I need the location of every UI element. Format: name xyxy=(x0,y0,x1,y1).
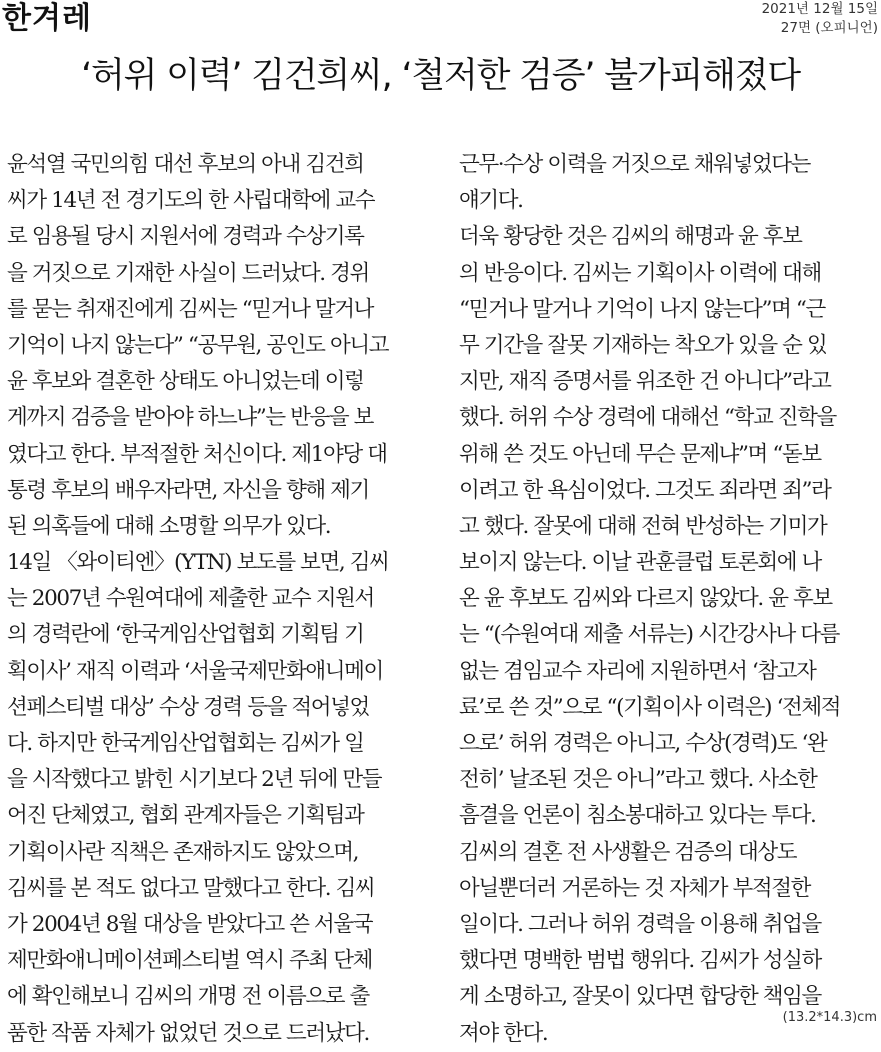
page-section: 27면 (오피니언) xyxy=(780,20,878,36)
article-line: 을 거짓으로 기재한 사실이 드러났다. 경위 xyxy=(7,260,369,286)
article-line: 일이다. 그러나 허위 경력을 이용해 취업을 xyxy=(459,911,821,937)
article-column-left xyxy=(7,147,427,1052)
article-line: 획이사’ 재직 이력과 ‘서울국제만화애니메이 xyxy=(7,658,383,684)
article-line: 고 했다. 잘못에 대해 전혀 반성하는 기미가 xyxy=(459,513,827,539)
article-line: 으로’ 허위 경력은 아니고, 수상(경력)도 ‘완 xyxy=(459,731,827,756)
article-line: 로 임용될 당시 지원서에 경력과 수상기록 xyxy=(7,224,364,250)
article-line: 통령 후보의 배우자라면, 자신을 향해 제기 xyxy=(7,477,369,503)
article-line: 위해 쓴 것도 아닌데 무슨 문제냐”며 “돋보 xyxy=(459,441,821,467)
article-line: 김씨를 본 적도 없다고 말했다고 한다. 김씨 xyxy=(7,875,375,901)
article-line: 더욱 황당한 것은 김씨의 해명과 윤 후보 xyxy=(459,224,802,250)
article-line: 얘기다. xyxy=(459,188,523,214)
article-line: 을 시작했다고 밝힌 시기보다 2년 뒤에 만들 xyxy=(7,767,382,793)
article-line: 에 확인해보니 김씨의 개명 전 이름으로 출 xyxy=(7,984,369,1010)
article-line: 무 기간을 잘못 기재하는 착오가 있을 순 있 xyxy=(459,332,827,358)
article-line: 료’로 쓴 것”으로 “(기획이사 이력은) ‘전체적 xyxy=(459,694,841,720)
publication-info xyxy=(762,0,878,38)
article-line: 없는 겸임교수 자리에 지원하면서 ‘참고자 xyxy=(459,658,816,684)
article-line: 이려고 한 욕심이었다. 그것도 죄라면 죄”라 xyxy=(459,477,831,503)
article-line: 씨가 14년 전 경기도의 한 사립대학에 교수 xyxy=(7,188,375,214)
article-line: 는 2007년 수원여대에 제출한 교수 지원서 xyxy=(7,586,374,612)
article-line: 게까지 검증을 받아야 하느냐”는 반응을 보 xyxy=(7,405,374,431)
article-line: 14일 〈와이티엔〉(YTN) 보도를 보면, 김씨 xyxy=(7,550,389,576)
article-line: 윤석열 국민의힘 대선 후보의 아내 김건희 xyxy=(7,152,364,177)
article-line: 보이지 않는다. 이날 관훈클럽 토론회에 나 xyxy=(459,550,821,576)
article-line: 기억이 나지 않는다” “공무원, 공인도 아니고 xyxy=(7,332,389,358)
size-footnote: (13.2*14.3)cm xyxy=(782,1010,877,1025)
article-line: 였다고 한다. 부적절한 처신이다. 제1야당 대 xyxy=(7,441,387,467)
article-line: 김씨의 결혼 전 사생활은 검증의 대상도 xyxy=(459,839,797,865)
article-line: 했다. 허위 수상 경력에 대해선 “학교 진학을 xyxy=(459,405,836,431)
article-column-right xyxy=(459,147,877,1052)
publication-date: 2021년 12월 15일 xyxy=(761,1,878,17)
article-line: 근무·수상 이력을 거짓으로 채워넣었다는 xyxy=(459,152,811,177)
article-line: 가 2004년 8월 대상을 받았다고 쓴 서울국 xyxy=(7,911,373,937)
headline: ‘허위 이력’ 김건희씨, ‘철저한 검증’ 불가피해졌다 xyxy=(81,56,800,96)
article-line: 어진 단체였고, 협회 관계자들은 기획팀과 xyxy=(7,803,364,829)
article-line: 품한 작품 자체가 없었던 것으로 드러났다. xyxy=(7,1020,369,1046)
article-line: 션페스티벌 대상’ 수상 경력 등을 적어넣었 xyxy=(7,694,369,720)
article-line: 전히’ 날조된 것은 아니”라고 했다. 사소한 xyxy=(459,767,817,793)
article-line: 아닐뿐더러 거론하는 것 자체가 부적절한 xyxy=(459,875,811,901)
article-line: 기획이사란 직책은 존재하지도 않았으며, xyxy=(7,839,359,865)
article-line: 온 윤 후보도 김씨와 다르지 않았다. 윤 후보 xyxy=(459,586,832,612)
article-line: 져야 한다. xyxy=(459,1020,548,1046)
article-line: “믿거나 말거나 기억이 나지 않는다”며 “근 xyxy=(459,296,825,322)
article-line: 흠결을 언론이 침소봉대하고 있다는 투다. xyxy=(459,803,816,829)
article-line: 지만, 재직 증명서를 위조한 건 아니다”라고 xyxy=(459,369,831,395)
article-line: 를 묻는 취재진에게 김씨는 “믿거나 말거나 xyxy=(7,296,374,322)
newspaper-logo: 한겨레 xyxy=(2,1,92,36)
article-line: 제만화애니메이션페스티벌 역시 주최 단체 xyxy=(7,948,372,974)
article-line: 윤 후보와 결혼한 상태도 아니었는데 이렇 xyxy=(7,369,364,395)
article-line: 는 “(수원여대 제출 서류는) 시간강사나 다름 xyxy=(459,622,840,648)
article-line: 의 반응이다. 김씨는 기획이사 이력에 대해 xyxy=(459,260,821,286)
article-line: 게 소명하고, 잘못이 있다면 합당한 책임을 xyxy=(459,984,821,1010)
article-line: 된 의혹들에 대해 소명할 의무가 있다. xyxy=(7,513,331,539)
article-line: 다. 하지만 한국게임산업협회는 김씨가 일 xyxy=(7,731,364,756)
article-line: 했다면 명백한 범법 행위다. 김씨가 성실하 xyxy=(459,948,821,974)
article-line: 의 경력란에 ‘한국게임산업협회 기획팀 기 xyxy=(7,622,364,648)
